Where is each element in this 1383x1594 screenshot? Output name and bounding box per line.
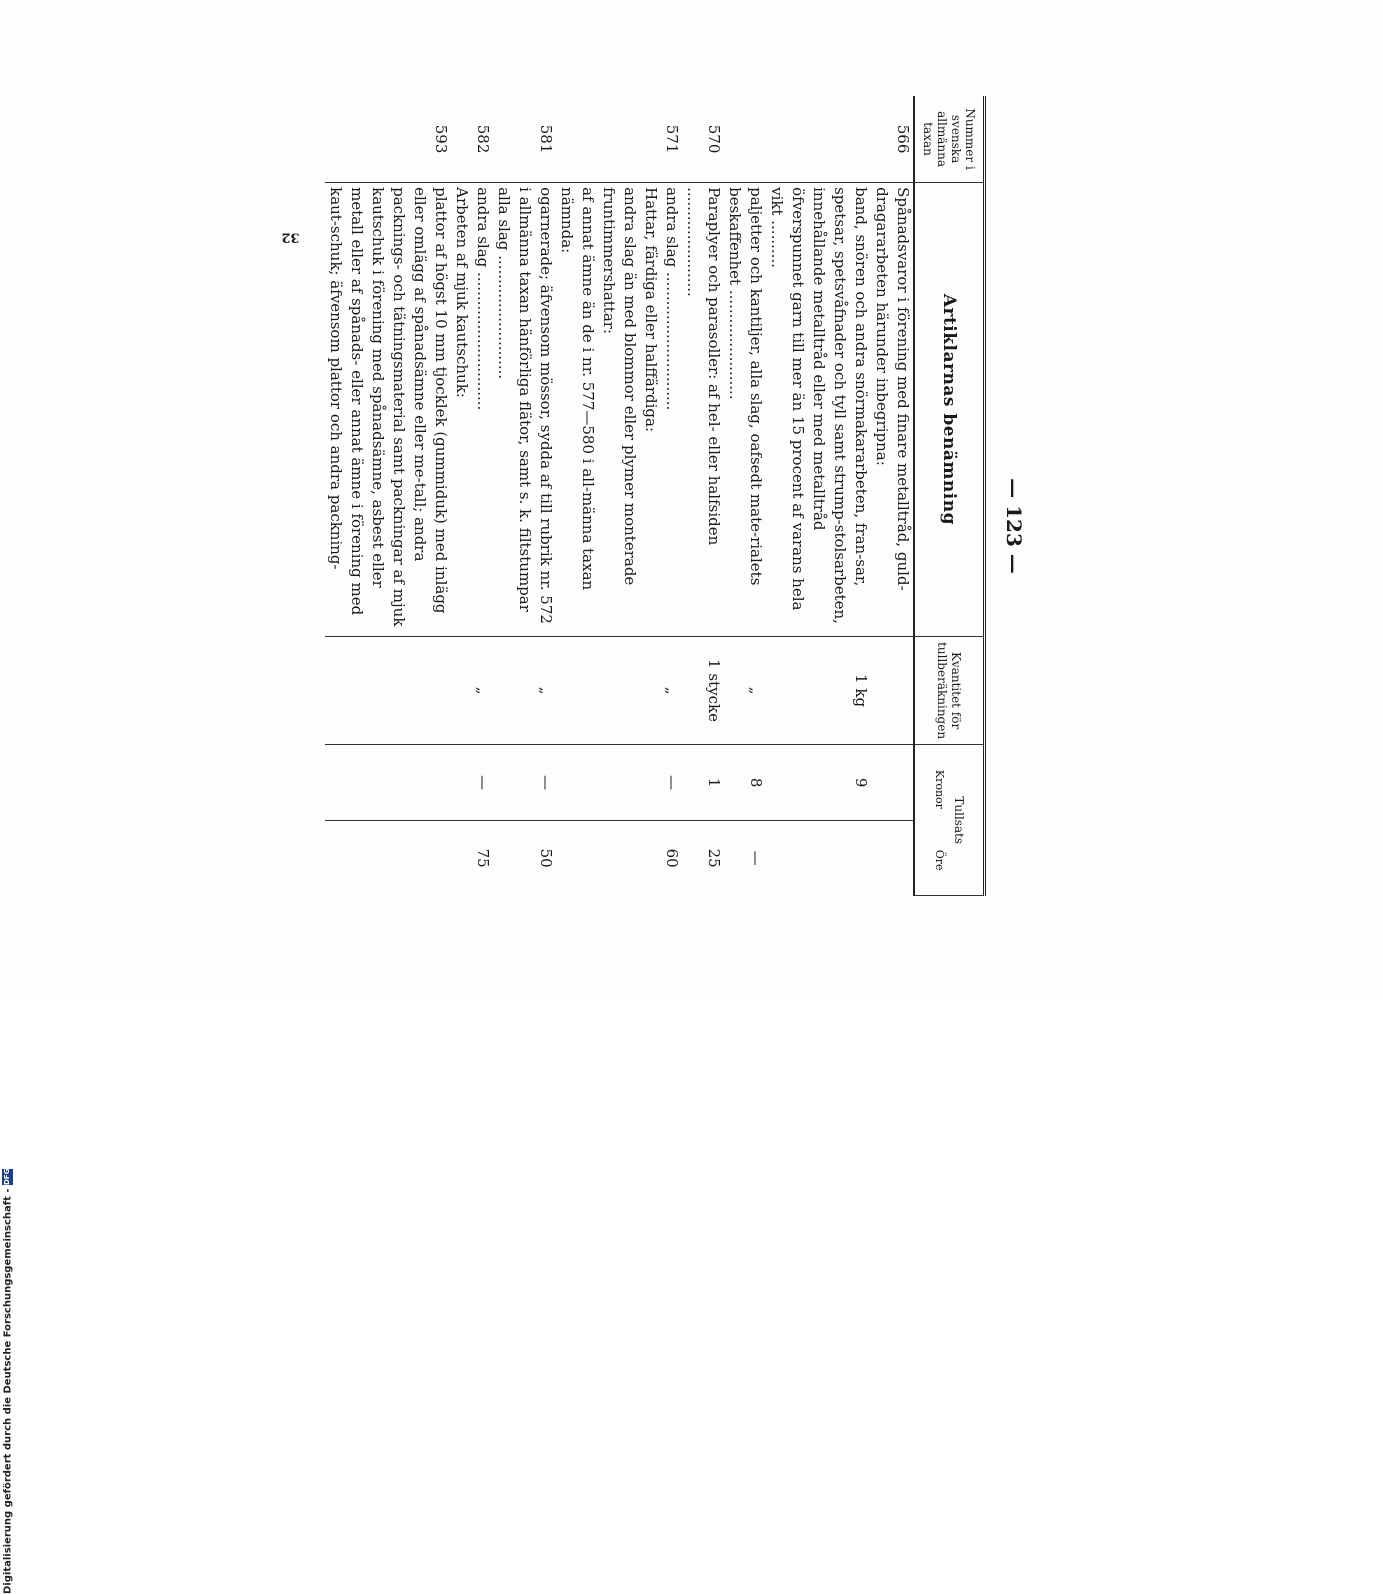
row-ore — [556, 820, 598, 895]
row-qty — [325, 636, 451, 745]
row-number: 581 — [514, 96, 556, 183]
header-number: Nummer i svenska allmänna taxan — [914, 96, 985, 183]
row-kronor — [871, 745, 914, 820]
row-qty: 1 kg — [766, 636, 871, 745]
row-ore: 75 — [474, 848, 492, 868]
table-header-row — [914, 96, 985, 896]
row-ore — [766, 820, 871, 895]
table-row — [661, 96, 682, 896]
row-number — [640, 96, 661, 183]
row-qty — [640, 636, 661, 745]
row-kronor: 1 — [682, 745, 724, 820]
table-row — [598, 96, 640, 896]
row-text: andra slag än med blommor eller plymer monterade fruntimmershattar: — [598, 183, 640, 637]
row-number: 593 — [325, 96, 451, 183]
row-text: Hattar, färdiga eller halffärdiga: — [640, 183, 661, 637]
table-row — [766, 96, 871, 896]
header-article: Artiklarnas benämning — [914, 183, 985, 637]
row-kronor: 9 — [766, 745, 871, 820]
row-kronor: 8 — [724, 745, 766, 820]
row-text: plattor af högst 10 mm tjocklek (gummiduk) med inlägg eller omlägg af spånadsämne eller me-tall; andra packnings- och tätningsmaterial samt packningar af mjuk kautschuk i förening med spånadsämne, asbest eller metall eller af spånads- eller annat ämne i förening med kaut-schuk; äfvensom plattor och andra packning- — [325, 183, 451, 637]
row-qty: „ — [472, 636, 493, 745]
row-kronor — [640, 745, 661, 820]
table-row — [472, 96, 493, 896]
row-text: andra slag ............................. — [661, 183, 682, 637]
row-ore — [451, 820, 472, 895]
row-number: 570 — [682, 96, 724, 183]
dfg-logo: DFG — [3, 1168, 11, 1185]
digitization-credit-sidebar — [0, 600, 20, 1594]
table-row — [451, 96, 472, 896]
row-kronor: — — [514, 745, 556, 820]
table-row — [640, 96, 661, 896]
row-ore — [598, 820, 640, 895]
row-ore: 50 — [537, 848, 555, 868]
table-row — [871, 96, 914, 896]
header-duty — [914, 745, 985, 896]
row-number — [556, 96, 598, 183]
row-text: andra slag ............................. — [472, 183, 493, 637]
row-ore — [493, 820, 514, 895]
table-row — [682, 96, 724, 896]
row-kronor: — — [472, 745, 493, 820]
row-kronor — [325, 745, 451, 820]
row-text: af annat ämne än de i nr. 577—580 i all-männa taxan nämnda: — [556, 183, 598, 637]
row-kronor — [598, 745, 640, 820]
row-number — [451, 96, 472, 183]
row-qty: „ — [661, 636, 682, 745]
row-number: 571 — [661, 96, 682, 183]
page-number: — 123 — — [1002, 478, 1026, 574]
row-number — [493, 96, 514, 183]
row-text: alla slag .......................... — [493, 183, 514, 637]
row-ore — [871, 820, 914, 895]
row-text: Arbeten af mjuk kautschuk: — [451, 183, 472, 637]
table-row — [514, 96, 556, 896]
row-qty: 1 stycke — [682, 636, 724, 745]
table-row — [556, 96, 598, 896]
row-number — [766, 96, 871, 183]
row-kronor — [556, 745, 598, 820]
row-qty — [871, 636, 914, 745]
row-ore: 25 — [705, 848, 723, 868]
row-number: 566 — [871, 96, 914, 183]
row-text: band, snören och andra snörmakararbeten, fran-sar, spetsar, spetsvåfnader och tyll samt strump-stolsarbeten, innehållande metalltråd eller med metalltråd öfverspunnet garn till mer än 15 procent af varans hela vikt .......... — [766, 183, 871, 637]
rotated-tariff-sheet — [196, 96, 1096, 896]
header-kronor: Kronor — [933, 769, 946, 809]
row-ore: — — [747, 850, 765, 866]
row-number — [724, 96, 766, 183]
row-text: Spånadsvaror i förening med finare metalltråd, guld-dragararbeten härunder inbegripna: — [871, 183, 914, 637]
row-qty — [451, 636, 472, 745]
row-qty: „ — [514, 636, 556, 745]
row-kronor — [451, 745, 472, 820]
row-qty — [598, 636, 640, 745]
row-qty — [556, 636, 598, 745]
row-ore — [640, 820, 661, 895]
row-number — [598, 96, 640, 183]
header-duty-label: Tullsats — [952, 796, 966, 845]
digitization-credit — [2, 1166, 14, 1594]
table-row — [724, 96, 766, 896]
row-text: paljetter och kantiljer, alla slag, oafsedt mate-rialets beskaffenhet ....................... — [724, 183, 766, 637]
table-row — [325, 96, 451, 896]
credit-text: Digitalisierung gefördert durch die Deutsche Forschungsgemeinschaft - — [2, 1188, 14, 1594]
header-duty-sub — [932, 749, 946, 891]
row-ore: 60 — [663, 848, 681, 868]
table-row — [493, 96, 514, 896]
header-ore: Öre — [933, 849, 946, 871]
row-kronor — [493, 745, 514, 820]
row-qty — [493, 636, 514, 745]
row-qty: „ — [724, 636, 766, 745]
row-ore — [325, 820, 451, 895]
tariff-table — [325, 96, 986, 896]
row-text: ogarnerade; äfvensom mössor, sydda af till rubrik nr. 572 i allmänna taxan hänförliga flätor, samt s. k. filtstumpar — [514, 183, 556, 637]
row-number: 582 — [472, 96, 493, 183]
header-quantity: Kvantitet för tullberäkningen — [914, 636, 985, 745]
row-kronor: — — [661, 745, 682, 820]
row-text: Paraplyer och parasoller: af hel- eller halfsiden ....................... — [682, 183, 724, 637]
sheet-number: 32 — [281, 229, 300, 245]
